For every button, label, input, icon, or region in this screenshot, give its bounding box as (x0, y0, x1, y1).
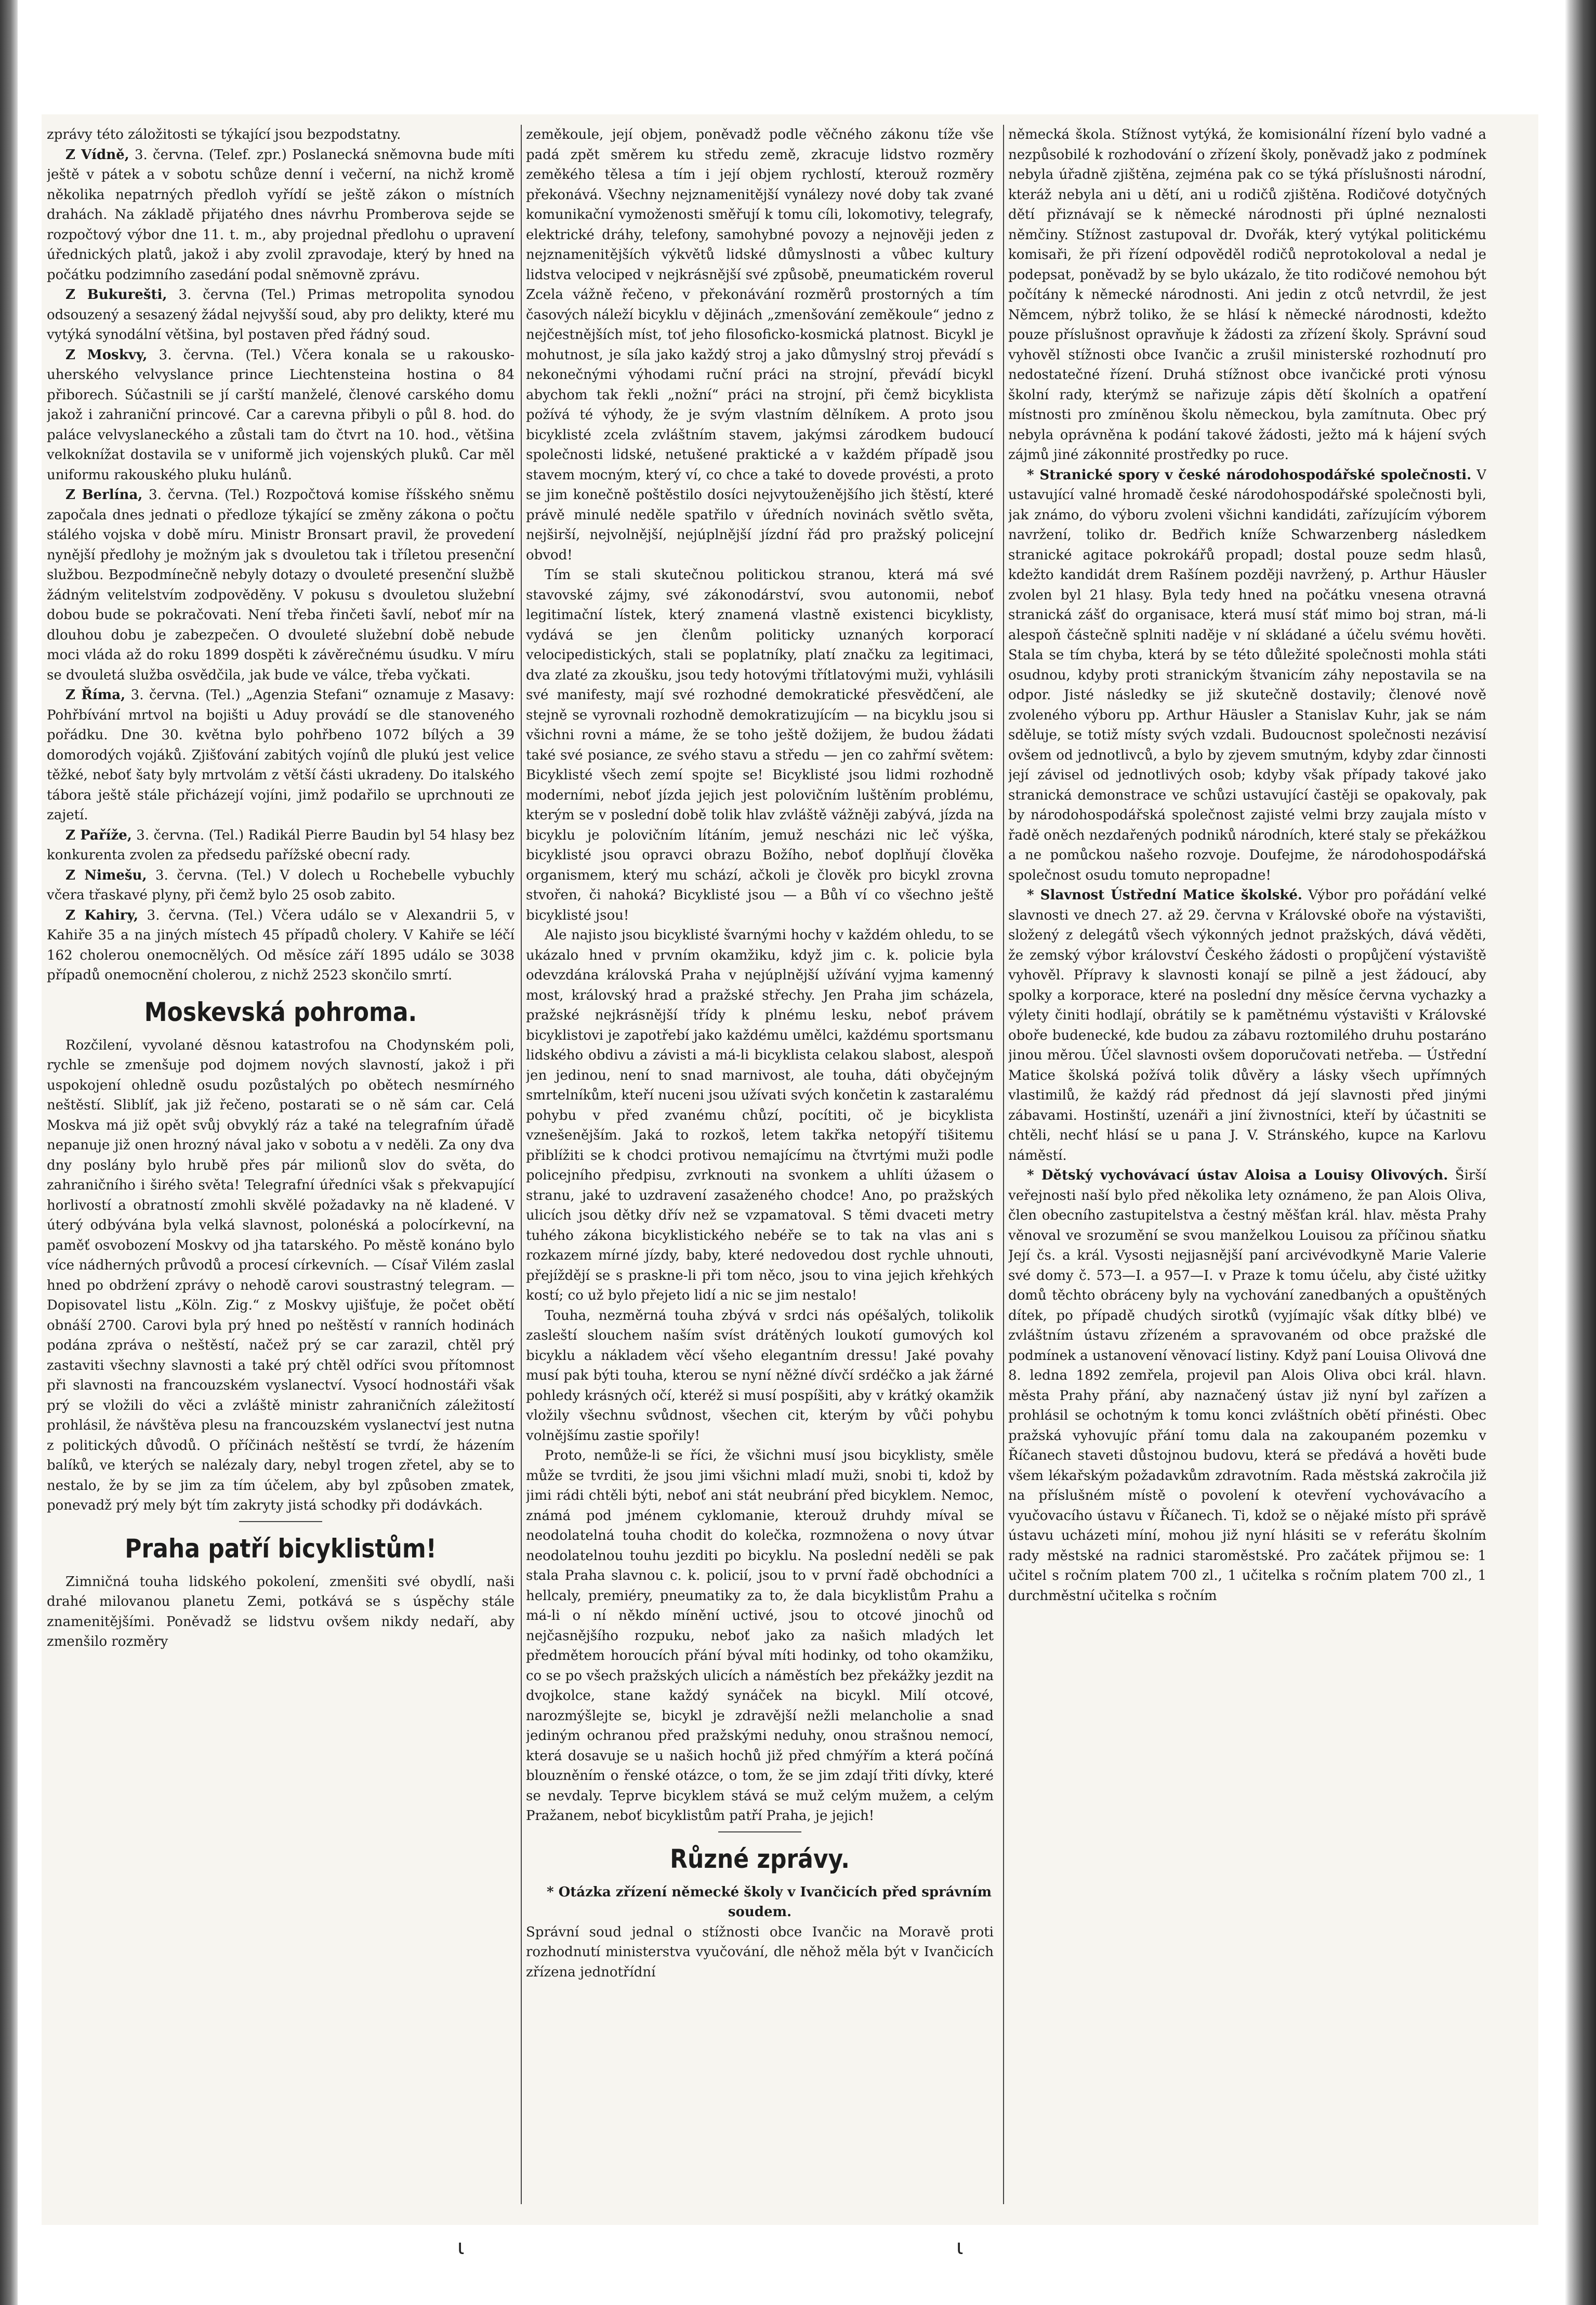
article-paragraph: Touha, nezměrná touha zbývá v srdci nás opéšalých, tolikolik zasleští slouchem naším svíst drátěných loukotí gumových kol bicyklu a nákladem věcí všeho elegantním dressu! Jaké povahy musí pak býti touha, kterou se nyní něžné dívčí srdéčko a jak žárné pohledy krásných očí, kteréž si musí pospíšiti, aby v krátký okamžik vložily všechnu svůdnost, všechen cit, kterým by vůči pohybu volnějšímu zastie spořily! (526, 1307, 994, 1444)
column-1 (47, 125, 515, 2215)
article-paragraph: Tím se stali skutečnou politickou stranou, která má své stavovské zájmy, své zákonodárství, svou autonomii, neboť legitimační lístek, který znamená vlastně existenci bicyklisty, vydává se jen členům politicky uznaných korporací velocipedistických, stali se poplatníky, platí značku za legitimaci, dva zlaté za zkoušku, jsou tedy hotovými třítlatovými muži, vyhlásili své manifesty, mají své rozhodné demokratické přesvědčení, ale stejně se vyrovnali rozhodně demokratizujícím — na bicyklu jsou si všichni rovni a máme, že se toho ještě dožijem, že budou žádati také své posiance, ze svého stavu a středu — jen co zahřmí světem: Bicyklisté všech zemí spojte se! Bicyklisté jsou lidmi rozhodně moderními, neboť jízda jejich jest polovičním luštěním problému, kterým se v poslední době tolik hlav zvláště vážněji zabývá, jízda na bicyklu je polovičním lítáním, jemuž nescházi nic leč výška, bicyklisté jsou opravci obrazu Božího, neboť doplňují člověka organismem, který mu schází, ačkoli je člověk pro bicykl zrovna stvořen, či nahoká? Bicyklisté jsou — a Bůh ví co všechno ještě bicyklisté jsou! (526, 567, 994, 923)
article-heading-moscow: Moskevská pohroma. (144, 997, 417, 1027)
item-matice-celebration (1008, 885, 1486, 1165)
intro-paragraph: zprávy této záložitosti se týkající jsou bezpodstatny. (47, 127, 401, 142)
news-item-rome (47, 685, 515, 826)
news-item-cairo (47, 906, 515, 986)
section-heading-misc: Různé zprávy. (670, 1843, 850, 1874)
dateline: Z Nimešu, (65, 867, 147, 883)
scan-edge-right (1565, 0, 1596, 2305)
dateline: Z Berlína, (65, 487, 143, 503)
article-paragraph: Proto, nemůže-li se říci, že všichni musí jsou bicyklisty, směle může se tvrditi, že jsou jimi všichni mladí muži, snobi ti, kdož by jimi rádi chtěli býti, neboť ani stát neubrání před bicyklem. Nemoc, známá pod jménem cyklomanie, kterouž druhdy míval se neodolatelná touha chodit do kolečka, rozmnožena o novy útvar neodolatelnou touhu jezditi po bicyklu. Na poslední neděli se pak stala Praha slavnou c. k. policií, jsou to v první řadě obchodníci a hellcaly, premiéry, pneumatiky za to, že dala bicyklistům Prahu a má-li o ní někdo mínění uctivé, jsou to otcové jinochů od nejčasnějšího rozpuku, neboť jako za našich mladých let předmětem horoucích přání býval míti hodinky, od toho okamžiku, co se po všech pražských ulicích a náměstích bez překážky jezdit na dvojkolce, stane každý synáček na bicykl. Milí otcové, narozmýšlejte se, bicykl je zdravější nežli melancholie a snad jediným ochranou před pražskými neduhy, onou strašnou nemocí, která dosavuje se u našich hochů již před chmýřím a která počíná blouzněním o řenské otázce, o tom, že se jim zdají třiti dívky, které se nevdaly. Teprve bicyklem stává se muž celým mužem, a celým Pražanem, neboť bicyklistům patří Praha, je jejich! (526, 1448, 994, 1824)
item-heading-school: * Otázka zřízení německé školy v Ivančicích před správním soudem. (546, 1884, 992, 1920)
news-text: 3. června. (Tel.) Rozpočtová komise říšského sněmu započala dnes jednati o předloze týkající se změny zákona o počtu stálého vojska v době míru. Ministr Bronsart pravil, že provedení nynější předlohy je možným jak s dvouletou tak i tříletou presenční službou. Bezpodmínečně nebyly dotazy o dvouleté presenční službě žádným velitelstvím zodpověděny. V pokusu s dvouletou služební dobou bude se pokračovati. Není třeba řinčeti šavlí, neboť mír na dlouhou dobu je zabezpečen. O dvouleté služební době nebude moci vláda až do roku 1899 dospěti k závěrečnému úsudku. V míru se dvouletá služba osvědčila, jak bude ve válce, třeba vyčkati. (47, 487, 515, 683)
item-text: V ustavující valné hromadě české národohospodářské společnosti byli, jak známo, do výboru zvoleni všichni kandidáti, zařízujícím výborem navržení, toliko dr. Bedřich kníže Schwarzenberg následkem stranické agitace pokrokářů propadl; dostal pouze sedm hlasů, kdežto kandidát drem Rašínem později navržený, p. Arthur Häusler zvolen byl 21 hlasy. Byla tedy hned na počátku vnesena otravná stranická zášť do organisace, která musí stáť mimo boj stran, má-li alespoň částečně splniti naděje v ní skládané a účelu svému hověti. Stala se tím chyba, která by se této důležité společnosti mohla státi osudnou, kdyby proti stranickým štvanicím záhy nepostavila se na odpor. Jisté následky se již skutečně dostavily; členové nově zvoleného výboru pp. Arthur Häusler a Stanislav Kuhr, jak se nám sděluje, se totiž místy svých vzdali. Budoucnost společnosti nezávisí ovšem od jednotlivců, a bylo by zjevem smutným, kdyby zdar činnosti její závisel od jednotlivých osob; kdyby však případy takové jako stranická demonstrace ve schůzi ustavující častěji se opakovaly, pak by národohospodářská společnost zajisté velmi brzy zaujala místo v řadě oněch nezdařených podniků národních, které staly se překážkou a ne pomůckou našeho rozvoje. Doufejme, že národohospodářská společnost osudu tomuto nepropadne! (1008, 467, 1486, 883)
item-body-school-start: Správní soud jednal o stížnosti obce Ivančic na Moravě proti rozhodnutí ministerstva vyučování, dle něhož měla být v Ivančicích zřízena jednotřídní (526, 1924, 994, 1980)
item-heading: * Dětský vychovávací ústav Aloisa a Louisy Olivových. (1027, 1168, 1448, 1183)
dateline: Z Moskvy, (65, 347, 148, 363)
dateline: Z Bukurešti, (65, 287, 167, 303)
divider (239, 1521, 322, 1522)
newspaper-page (42, 114, 1538, 2225)
column-2 (526, 125, 994, 2215)
divider (718, 1831, 801, 1832)
news-text: 3. června. (Tel.) Včera událo se v Alexandrii 5, v Kahiře 35 a na jiných místech 45 případů cholery. V Kahiře se léčí 162 cholerou onemocnělých. Od měsíce září 1895 událo se 3038 případů onemocnění cholerou, z nichž 2523 skončilo smrtí. (47, 907, 515, 983)
news-text: 3. června. (Telef. zpr.) Poslanecká sněmovna bude míti ještě v pátek a v sobotu schůze denní i večerní, na nichž kromě několika nepatrných předloh vyřídí se ještě zákon o místních drahách. Na základě přijatého dnes návrhu Promberova sejde se rozpočtový výbor dne 11. t. m., aby projednal předlohu o upravení úřednických platů, jakož i aby zvolil zpravodaje, který by hned na počátku podzimního zasedání podal sněmovně zprávu. (47, 147, 515, 283)
article-body-moscow: Rozčilení, vyvolané děsnou katastrofou na Chodynském poli, rychle se zmenšuje pod dojmem nových slavností, jakož i při uspokojení ohledně osudu pozůstalých po obětech nesmírného neštěstí. Sliblíť, jak již řečeno, postarati se o ně sám car. Celá Moskva má již opět svůj obvyklý ráz a také na telegrafním úřadě nepanuje již onen hrozný nával jako v sobotu a v neděli. Za ony dva dny poslány bylo hrubě přes pár milionů slov do světa, do zahraničního i širého světa! Telegrafní úředníci však s překvapující horlivostí a obratností zmohli skvělé požadavky na ně kladené. V úterý odbývána byla velká slavnost, polonéská a polocírkevní, na paměť osvobození Moskvy od jha tatarského. Po městě konáno bylo více nádherných průvodů a procesí církevních. — Císař Vilém zaslal hned po obdržení zprávy o nehodě carovi soustrastný telegram. — Dopisovatel listu „Köln. Zig.“ z Moskvy ujišťuje, že počet obětí obnáší 2700. Carovi byla prý hned po neštěstí v ranních hodinách podána zpráva o neštěstí, načež prý se car zarazil, chtěl prý zastaviti všechny slavnosti a také prý chtěl odříci svou přítomnost při slavnosti na francouzském vyslanectví. Vysocí hodnostáři však prý se vložili do věci a zvláště ministr zahraničních záležitostí prohlásil, že návštěva plesu na francouzském vyslanectví jest nutna z politických důvodů. O příčinách neštěstí se tvrdí, že házením balíků, ve kterých se nalézaly dary, nebyl trogen zřetel, aby se to nestalo, že by se jim za tím účelem, aby byl způsoben zmatek, ponevadž prý mely být tím zakryty jistá schodky při dodávkách. (47, 1037, 515, 1513)
article-body-prague-cont: zeměkoule, její objem, poněvadž podle věčného zákonu tíže vše padá zpět směrem ku středu země, zkracuje lidstvo rozměry zeměkého tělesa a tím i její objem rychlostí, kterouž rozměry překonává. Všechny nejznamenitější vynálezy nové doby tak zvané komunikační vymoženosti směřují k tomu cíli, lokomotivy, telegrafy, elektrické dráhy, telefony, samohybné povozy a nejnověji jeden z nejznamenitějších výkvětů lidské důmyslnosti a vůbec kultury lidstva velociped v nejkrásnější své způsobě, pneumatickém roverul Zcela vážně řečeno, v překonávání rozměrů prostorných a tím časových náleží bicyklu v dějinách „zmenšování zeměkoule“ jedno z nejčestnějších míst, toť jeho filosoficko-kosmická platnost. Bicykl je mohutnost, je síla jako každý stroj a jako důmyslný stroj převádí s nekonečnými výhodami ruční práci na strojní, převádí bicykl abychom tak řekli „nožní“ práci na strojní, při čemž bicyklista požívá té výhody, že je svým vlastním dělníkem. A proto jsou bicyklisté zcela zvláštním stavem, jakýmsi zárodkem budoucí společnosti lidské, netušené praktické a v každém případě jsou stavem mocným, který ví, co chce a také to dovede provésti, a proto se jim konečně poštěstilo dosíci nejvytouženějšího jich štěstí, které právě minulé neděle spatřilo v úředních novinách světlo světa, nejširší, nejvolnější, nejúplnější jízdní řád pro pražský policejní obvod! (526, 127, 994, 563)
item-text: Výbor pro pořádání velké slavnosti ve dnech 27. až 29. června v Královské oboře na výstavišti, složený z delegátů všech výkonných jednot pražských, dává věděti, že zemský výbor království Českého žádosti o propůjčení výstaviště vyhověl. Přípravy k slavnosti konají se pilně a jest žádoucí, aby spolky a korporace, které na poslední dny měsíce června vychazky a výlety činiti hodlají, obrátily se k pamětnému výstavišti v Královské oboře budenecké, kde budou za zábavu roztomilého druhu postaráno jinou měrou. Účel slavnosti ovšem doporučovati netřeba. — Ústřední Matice školská požívá tolik důvěry a lásky všech upřímných vlastimilů, že každý rád přednost dá její slavnosti před jinými zábavami. Hostinští, uzenáři a jiní živnostníci, kteří by účastniti se chtěli, nechť hlásí se u pana J. V. Stránského, kupce na Karlovu náměstí. (1008, 887, 1486, 1163)
news-text: 3. června. (Tel.) „Agenzia Stefani“ oznamuje z Masavy: Pohřbívání mrtvol na bojišti u Aduy provádí se dle stanoveného pořádku. Dne 30. května bylo pohřbeno 1072 bílých a 39 domorodých vojáků. Zjišťování zabitých vojínů dle plukú jest velice těžké, neboť šaty byly mrtvolám z větší části ukradeny. Do italského tábora ještě stále přicházejí vojíni, jimž podařilo se uprchnouti ze zajetí. (47, 687, 515, 823)
item-body-school-cont: německá škola. Stížnost vytýká, že komisionální řízení bylo vadné a nezpůsobilé k rozhodování o zřízení školy, poněvadž jako z podmínek nebyla úřadně zjištěna, zejména pak co se týká příslušnosti národní, kteráž nebyla ani u dětí, ani u rodičů zjištěna. Rodičové dotyčných dětí přiznávají se k německé národnosti při úplné neznalosti němčiny. Stížnost zastupoval dr. Dvořák, který vytýkal politickému komisaři, že při řízení odpověděl rodičů neprotokoloval a nedal je podepsat, poněvadž by se bylo ukázalo, že tito rodičové nemohou být počítány k německé národnosti. Ani jedin z otců netvrdil, že jest Němcem, nýbrž toliko, že se hlásí k německé národnosti, kdežto pouze příslušnost opravňuje k žádosti za zřízení školy. Správní soud vyhověl stížnosti obce Ivančic a zrušil ministerské rozhodnutí pro nedostatečné řízení. Druhá stížnost obce ivančické proti výnosu školní rady, kterýmž se nařizuje zápis dětí školních a opatření místnosti pro zmíněnou školu německou, byla zamítnuta. Obec prý nebyla oprávněna k podání takové žádosti, ježto má k hájení svých zájmů jiné zákonnité prostředky po ruce. (1008, 127, 1486, 463)
news-item-nimes (47, 866, 515, 906)
item-children-institute (1008, 1165, 1486, 1606)
scan-mark: ι (956, 2235, 964, 2259)
article-paragraph: Ale najisto jsou bicyklisté švarnými hochy v každém ohledu, to se ukázalo hned v prvním okamžiku, když jim c. k. policie byla odevzdána královská Praha v nejúplnější užívání vyjma kamenný most, královský hrad a pražské střechy. Jen Praha jim scházela, pražské nejkrásnější třídy k plnému lesku, neboť právem bicyklistovi je zapotřebí jako každému umělci, každému sportsmanu lidského obdivu a závisti a má-li bicyklista celakou slabost, alespoň jen jedinou, není to snad marnivost, ale touha, dáti obyčejným smrtelníkům, kteří nuceni jsou užívati svých končetin k zastaralému pohybu v před zvanému chůzí, pocítiti, oč je bicyklista vznešenějším. Jaká to rozkoš, letem takřka netopýří tišitemu přiblížiti se k chodci protivou nemajícímu na čtvrtými muži podle policejního předpisu, zvrknouti na svonkem a uhlíti úžasem o stranu, jaké to uzdravení zasaženého chodce! Ano, po pražských ulicích jsou dětky dřív než se vzpamatoval. S těmi dvaceti metry tuhého zákona bicyklistického nebéře se to tak na vlas ani s rozkazem mírné jízdy, baby, které nedovedou dost rychle uhnouti, přejíždějí se s praskne-li při tom něco, jsou to vina jejich křehkých kostí; co už bylo přejeto lidí a nic se jim nestalo! (526, 927, 994, 1303)
news-item-bucharest (47, 285, 515, 345)
dateline: Z Kahiry, (65, 907, 139, 923)
dateline: Z Vídně, (65, 147, 129, 163)
column-rule (1003, 125, 1004, 2204)
scan-edge-left (0, 0, 18, 2305)
news-text: 3. června (Tel.) Primas metropolita synodou odsouzený a sesazený žádal nejvyšší soud, aby pro delikty, které mu vytýká synodální většina, byl postaven před řádný soud. (47, 287, 515, 343)
item-heading: * Slavnost Ústřední Matice školské. (1027, 887, 1302, 903)
news-text: 3. června. (Tel.) V dolech u Rochebelle vybuchly včera třaskavé plyny, při čemž bylo 25 osob zabito. (47, 867, 515, 903)
news-item-moscow (47, 345, 515, 486)
item-heading: * Stranické spory v české národohospodářské společnosti. (1027, 467, 1472, 483)
news-item-vienna (47, 145, 515, 285)
news-text: 3. června. (Tel.) Radikál Pierre Baudin byl 54 hlasy bez konkurenta zvolen za předsedu pařížské obecní rady. (47, 827, 515, 863)
article-heading-prague: Praha patří bicyklistům! (125, 1533, 437, 1564)
item-text: Širší veřejnosti naší bylo před několika lety oznámeno, že pan Alois Oliva, člen obecního zastupitelstva a čestný měšťan král. hlav. města Prahy věnoval ve srozumění se svou manželkou Louisou za příčinou sňatku Její čs. a král. Vysosti nejjasnější paní arcivévodkyně Marie Valerie své domy č. 573—I. a 957—I. v Praze k tomu účelu, aby čisté užitky domů těchto obráceny byly na vychování zanedbaných a opuštěných dítek, po případě chudých sirotků (vyjímajíc však dítky blbé) ve zvláštním ústavu zřízeném a spravovaném od obce pražské dle podmínek a ustanovení věnovací listiny. Když paní Louisa Olivová dne 8. ledna 1892 zemřela, projevil pan Alois Oliva obci král. hlavn. města Prahy přání, aby naznačený ústav již nyní byl zařízen a prohlásil se ochotným k tomu konci zvláštních obětí přinésti. Obec pražská vyhovujíc přání tomu dala na zakoupaném pozemku v Říčanech staveti důstojnou budovu, která se předává a hověti bude všem lékařským požadavkům zdravotním. Rada městská zakročila již na příslušném místě o povolení k otevření vychovávacího a vyučovacího ústavu v Říčanech. Ti, kdož se o nějaké místo při správě ústavu ucházeti míní, mohou již nyní hlásiti se v referátu školním rady městské na radnici staroměstské. Pro začátek přijmou se: 1 učitel s ročním platem 700 zl., 1 učitelka s ročním platem 700 zl., 1 durchměstní učitelka s ročním (1008, 1168, 1486, 1604)
news-item-paris (47, 826, 515, 866)
dateline: Z Říma, (65, 687, 126, 703)
article-body-prague-start: Zimničná touha lidského pokolení, zmenšiti své obydlí, naši drahé milovanou planetu Zemi, potkává se s úspěchy stále znamenitějšími. Poněvadž se lidstvu ovšem nikdy nedaří, aby zmenšilo rozměry (47, 1574, 515, 1649)
item-economic-society (1008, 465, 1486, 886)
news-text: 3. června. (Tel.) Včera konala se u rakousko-uherského velvyslance prince Liechtensteina hostina o 84 přiborech. Súčastnili se jí carští manželé, členové carského domu jakož i zahraniční princové. Car a carevna přibyli o půl 8. hod. do paláce velvyslaneckého a zůstali tam do čtvrt na 10. hod., většina velkoknížat dostavila se v uniformě jich vojenských pluků. Car měl uniformu rakouského pluku hulánů. (47, 347, 515, 483)
news-item-berlin (47, 485, 515, 685)
dateline: Z Paříže, (65, 827, 132, 843)
column-rule (521, 125, 522, 2204)
column-3 (1008, 125, 1486, 2215)
scan-mark: ι (457, 2235, 465, 2259)
